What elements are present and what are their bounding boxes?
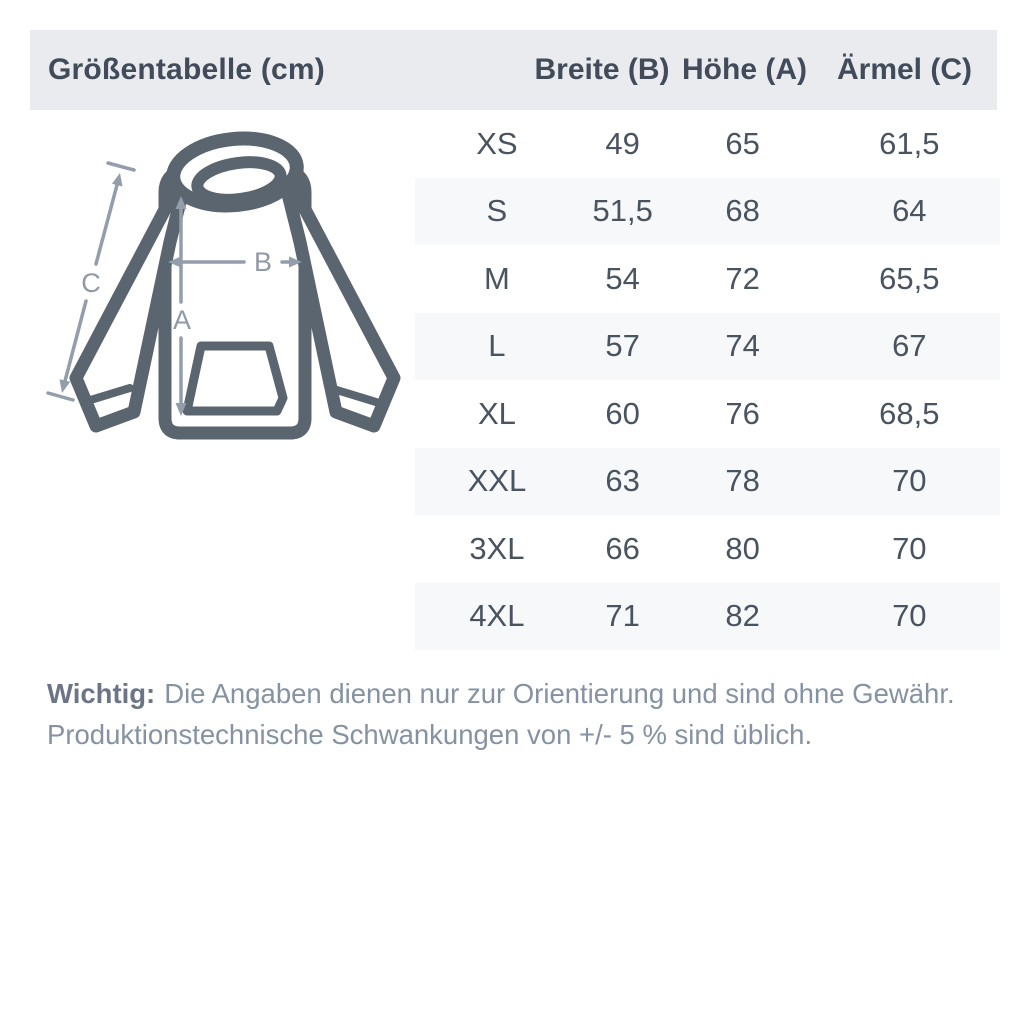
- cell-breite: 63: [605, 463, 640, 499]
- cell-aermel: 61,5: [879, 125, 940, 161]
- cell-breite: 51,5: [592, 193, 653, 229]
- cell-breite: 71: [605, 598, 640, 634]
- note-label: Wichtig:: [47, 678, 156, 709]
- cell-hoehe: 76: [725, 395, 760, 431]
- cell-size: 4XL: [469, 598, 525, 634]
- note-line-1: [47, 673, 977, 714]
- cell-aermel: 68,5: [879, 395, 940, 431]
- table-row: [415, 380, 1000, 448]
- size-table: [415, 110, 1000, 650]
- cell-breite: 57: [605, 328, 640, 364]
- hoodie-diagram-icon: [40, 120, 420, 460]
- cell-breite: 54: [605, 260, 640, 296]
- table-row: [415, 515, 1000, 583]
- cell-aermel: 70: [892, 463, 927, 499]
- measure-label-b: B: [253, 247, 273, 277]
- table-row: [415, 313, 1000, 381]
- column-header-breite: Breite (B): [534, 53, 670, 86]
- cell-breite: 66: [605, 530, 640, 566]
- cell-size: M: [483, 260, 510, 296]
- cell-breite: 60: [605, 395, 640, 431]
- cell-size: XXL: [467, 463, 527, 499]
- cell-aermel: 64: [892, 193, 927, 229]
- cell-size: L: [488, 328, 506, 364]
- cell-hoehe: 65: [725, 125, 760, 161]
- cell-hoehe: 78: [725, 463, 760, 499]
- cell-aermel: 65,5: [879, 260, 940, 296]
- measure-label-c: C: [81, 268, 101, 298]
- table-row: [415, 245, 1000, 313]
- cell-size: XS: [476, 125, 518, 161]
- note-text-1: Die Angaben dienen nur zur Orientierung und sind ohne Gewähr.: [164, 678, 955, 709]
- cell-aermel: 70: [892, 530, 927, 566]
- measure-label-a: A: [172, 305, 192, 335]
- cell-size: S: [486, 193, 508, 229]
- disclaimer-note: [47, 673, 977, 755]
- column-header-hoehe: Höhe (A): [682, 53, 807, 86]
- table-header-band: [30, 30, 997, 110]
- cell-hoehe: 82: [725, 598, 760, 634]
- cell-breite: 49: [605, 125, 640, 161]
- cell-hoehe: 74: [725, 328, 760, 364]
- column-header-aermel: Ärmel (C): [836, 53, 972, 86]
- table-row: [415, 178, 1000, 246]
- table-row: [415, 110, 1000, 178]
- cell-hoehe: 72: [725, 260, 760, 296]
- cell-hoehe: 80: [725, 530, 760, 566]
- cell-hoehe: 68: [725, 193, 760, 229]
- page-title: Größentabelle (cm): [48, 53, 325, 86]
- cell-aermel: 70: [892, 598, 927, 634]
- note-line-2: Produktionstechnische Schwankungen von +/- 5 % sind üblich.: [47, 719, 813, 750]
- table-row: [415, 583, 1000, 651]
- hoodie-measurement-diagram: [40, 120, 420, 460]
- cell-size: XL: [477, 395, 516, 431]
- table-row: [415, 448, 1000, 516]
- cell-aermel: 67: [892, 328, 927, 364]
- cell-size: 3XL: [469, 530, 525, 566]
